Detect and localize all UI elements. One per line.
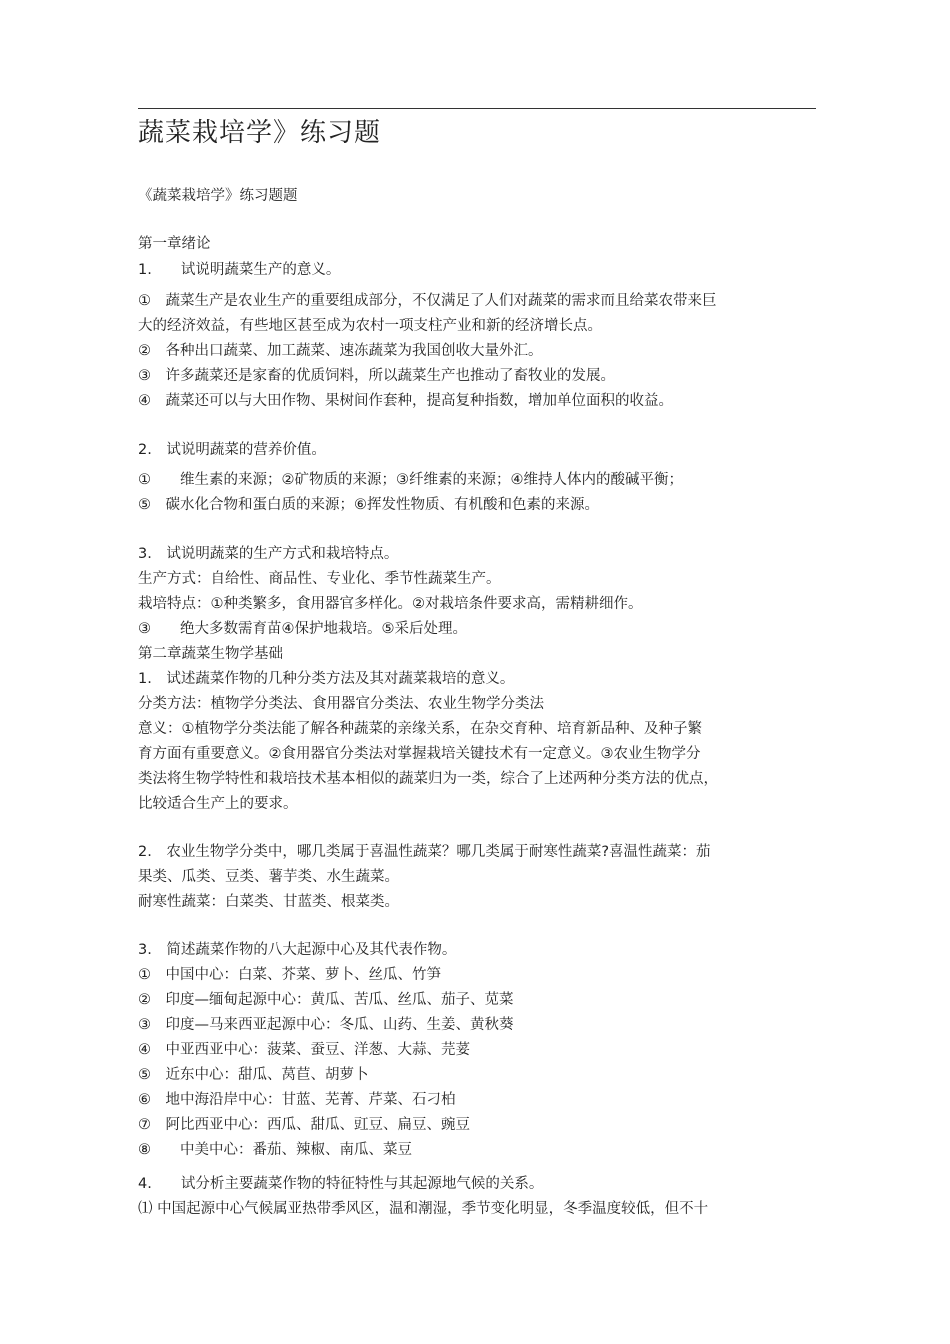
chapter-heading: 第二章蔬菜生物学基础 [138,646,283,662]
answer-line: 意义：①植物学分类法能了解各种蔬菜的亲缘关系，在杂交育种、培育新品种、及种子繁 [138,721,702,737]
question-line: 1. 试述蔬菜作物的几种分类方法及其对蔬菜栽培的意义。 [138,671,515,687]
subtitle-line: 《蔬菜栽培学》练习题题 [138,188,298,204]
answer-line: 果类、瓜类、豆类、薯芋类、水生蔬菜。 [138,869,399,885]
answer-line: ② 各种出口蔬菜、加工蔬菜、速冻蔬菜为我国创收大量外汇。 [138,343,543,359]
answer-line: ⑴ 中国起源中心气候属亚热带季风区，温和潮湿，季节变化明显，冬季温度较低，但不十 [138,1201,709,1217]
answer-line: ⑤ 近东中心：甜瓜、莴苣、胡萝卜 [138,1067,369,1083]
question-line: 3. 简述蔬菜作物的八大起源中心及其代表作物。 [138,942,457,958]
question-line: 3. 试说明蔬菜的生产方式和栽培特点。 [138,546,399,562]
answer-line: 育方面有重要意义。②食用器官分类法对掌握栽培关键技术有一定意义。③农业生物学分 [138,746,701,762]
answer-line: ③ 绝大多数需育苗④保护地栽培。⑤采后处理。 [138,621,467,637]
answer-line: ① 维生素的来源；②矿物质的来源；③纤维素的来源；④维持人体内的酸碱平衡； [138,472,683,488]
answer-line: ① 中国中心：白菜、芥菜、萝卜、丝瓜、竹笋 [138,967,441,983]
question-line: 2. 试说明蔬菜的营养价值。 [138,442,326,458]
answer-line: 分类方法：植物学分类法、食用器官分类法、农业生物学分类法 [138,696,544,712]
answer-line: ⑦ 阿比西亚中心：西瓜、甜瓜、豇豆、扁豆、豌豆 [138,1117,470,1133]
document-title: 蔬菜栽培学》练习题 [138,118,382,148]
question-line: 1. 试说明蔬菜生产的意义。 [138,262,341,278]
question-line: 2. 农业生物学分类中，哪几类属于喜温性蔬菜？哪几类属于耐寒性蔬菜?喜温性蔬菜：茄 [138,844,711,860]
answer-line: ① 蔬菜生产是农业生产的重要组成部分，不仅满足了人们对蔬菜的需求而且给菜农带来巨 [138,293,717,309]
answer-line: 耐寒性蔬菜：白菜类、甘蓝类、根菜类。 [138,894,399,910]
title-rule [138,108,816,109]
answer-line: ⑧ 中美中心：番茄、辣椒、南瓜、菜豆 [138,1142,412,1158]
answer-line: 生产方式：自给性、商品性、专业化、季节性蔬菜生产。 [138,571,501,587]
answer-line: 栽培特点：①种类繁多，食用器官多样化。②对栽培条件要求高，需精耕细作。 [138,596,643,612]
chapter-heading: 第一章绪论 [138,236,211,252]
answer-line: 比较适合生产上的要求。 [138,796,298,812]
answer-line: 大的经济效益，有些地区甚至成为农村一项支柱产业和新的经济增长点。 [138,318,602,334]
answer-line: ③ 许多蔬菜还是家畜的优质饲料，所以蔬菜生产也推动了畜牧业的发展。 [138,368,615,384]
answer-line: ② 印度—缅甸起源中心：黄瓜、苦瓜、丝瓜、茄子、苋菜 [138,992,514,1008]
answer-line: 类法将生物学特性和栽培技术基本相似的蔬菜归为一类，综合了上述两种分类方法的优点， [138,771,718,787]
answer-line: ④ 中亚西亚中心：菠菜、蚕豆、洋葱、大蒜、芫荽 [138,1042,470,1058]
question-line: 4. 试分析主要蔬菜作物的特征特性与其起源地气候的关系。 [138,1176,544,1192]
answer-line: ③ 印度—马来西亚起源中心：冬瓜、山药、生姜、黄秋葵 [138,1017,514,1033]
answer-line: ⑥ 地中海沿岸中心：甘蓝、芜菁、芹菜、石刁柏 [138,1092,456,1108]
answer-line: ⑤ 碳水化合物和蛋白质的来源；⑥挥发性物质、有机酸和色素的来源。 [138,497,599,513]
answer-line: ④ 蔬菜还可以与大田作物、果树间作套种，提高复种指数，增加单位面积的收益。 [138,393,673,409]
